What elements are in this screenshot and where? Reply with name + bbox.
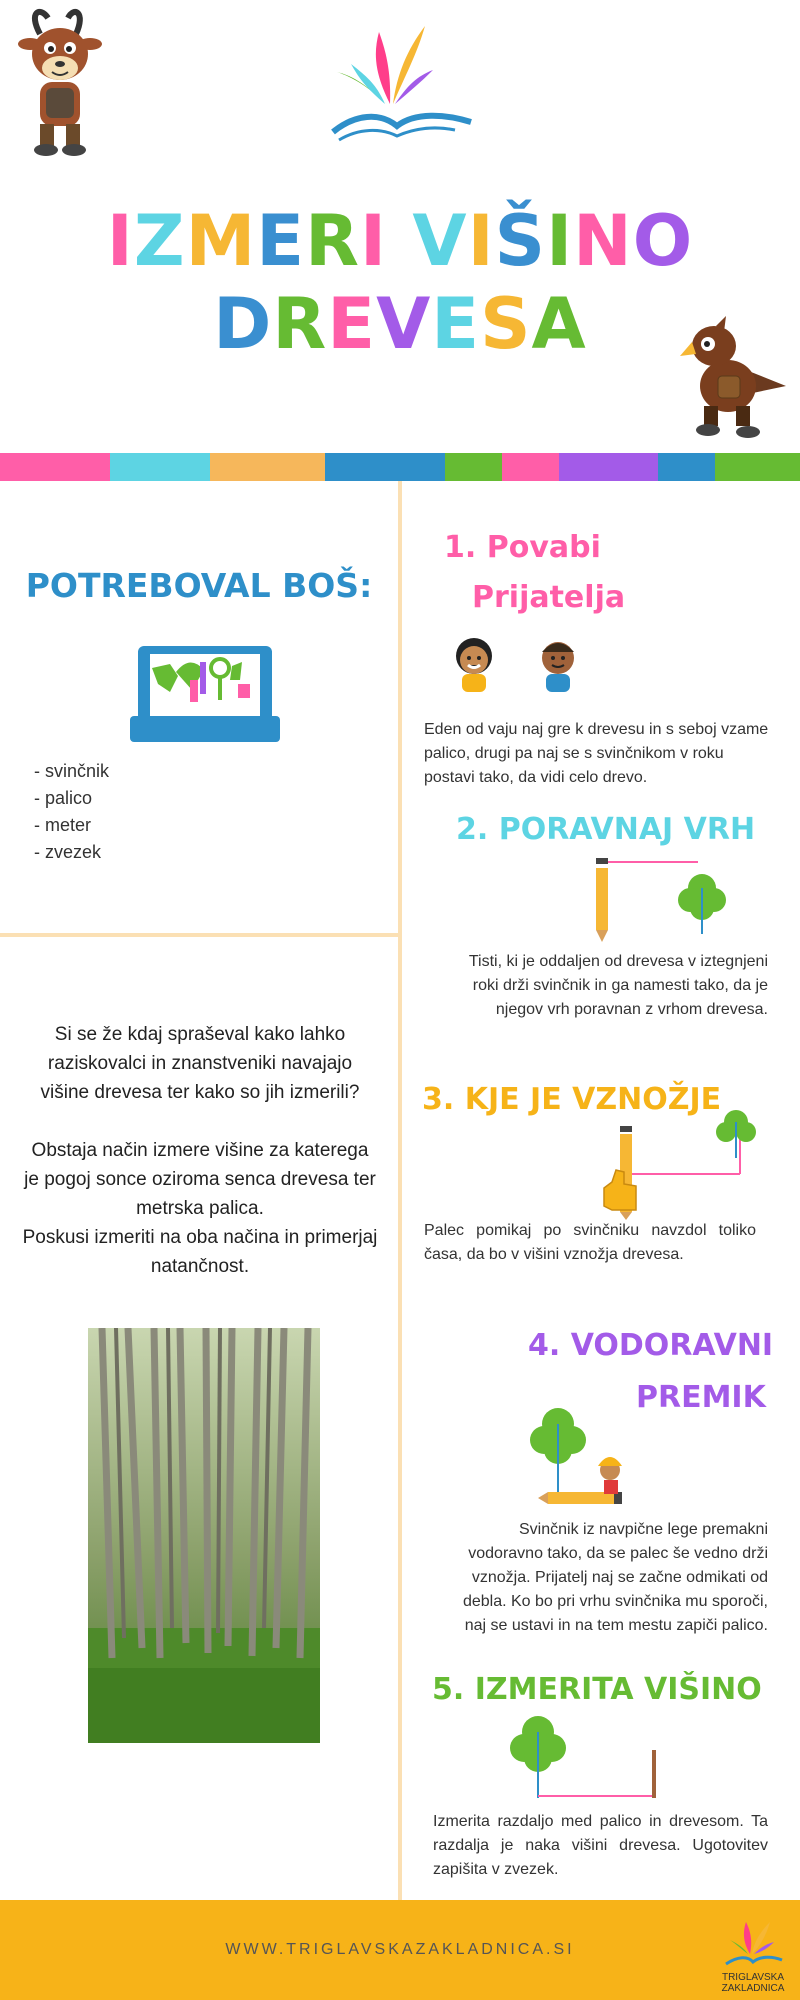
book-logo-icon xyxy=(325,14,475,144)
title-letter: S xyxy=(480,283,532,365)
step-5-text: Izmerita razdaljo med palico in drevesom. Ta razdalja je naka višini drevesa. Ugotovitev zapišita v zvezek. xyxy=(433,1813,768,1878)
step-2-text: Tisti, ki je oddaljen od drevesa v iztegnjeni roki drži svinčnik in ga namesti tako, da je njegov vrh poravnan z vrhom drevesa. xyxy=(468,953,768,1018)
title-letter: V xyxy=(412,200,468,282)
step-4-text: Svinčnik iz navpične lege premakni vodoravno tako, da se palec še vedno drži vznožja. Prijatelj naj se začne odmikati od debla. Ko bo pri vrhu svinčnika mu sporoči, naj se ustavi in na tem mestu zapiči palico. xyxy=(462,1521,768,1634)
color-strip-segment xyxy=(658,453,715,481)
pencil-thumb-tree-icon xyxy=(602,1110,762,1220)
title-letter: O xyxy=(632,200,694,282)
list-item: - zvezek xyxy=(34,842,102,862)
color-strip-segment xyxy=(502,453,559,481)
tree-pencil-kid-icon xyxy=(526,1404,646,1508)
title-letter: Š xyxy=(494,200,547,282)
title-letter: I xyxy=(546,200,574,282)
forest-photo xyxy=(88,1328,320,1743)
step-4-title-cont: PREMIK xyxy=(636,1380,766,1415)
list-item: - svinčnik xyxy=(34,761,110,781)
title-letter: E xyxy=(327,283,377,365)
horizontal-divider xyxy=(0,933,398,937)
title-letter: E xyxy=(431,283,481,365)
step-3-title: 3. KJE JE VZNOŽJE xyxy=(422,1082,722,1117)
color-strip-segment xyxy=(445,453,502,481)
intro-paragraph: Obstaja način izmere višine za katerega je pogoj sonce oziroma senca drevesa ter metrska palica. xyxy=(24,1140,376,1219)
color-strip-segment xyxy=(110,453,210,481)
title-letter: I xyxy=(359,200,388,282)
footer-url-link[interactable]: WWW.TRIGLAVSKAZAKLADNICA.SI xyxy=(225,1941,575,1958)
footer-brand-line: ZAKLADNICA xyxy=(721,1983,785,1994)
color-strip-segment xyxy=(0,453,110,481)
color-strip xyxy=(0,453,800,481)
intro-section xyxy=(22,1020,378,1281)
pencil-tree-icon xyxy=(590,858,740,942)
title-letter: N xyxy=(573,200,633,282)
tree-stick-icon xyxy=(506,1712,666,1802)
step-3-text: Palec pomikaj po svinčniku navzdol toliko časa, da bo v višini vznožja drevesa. xyxy=(424,1222,756,1263)
step-4-title: 4. VODORAVNI xyxy=(528,1328,774,1363)
vertical-divider xyxy=(398,481,402,1900)
title-letter: I xyxy=(106,200,134,282)
intro-paragraph: Si se že kdaj spraševal kako lahko raziskovalci in znanstveniki navajajo višine drevesa ter kako so jih izmerili? xyxy=(40,1024,360,1103)
title-letter: E xyxy=(256,200,306,282)
list-item: - palico xyxy=(34,788,93,808)
color-strip-segment xyxy=(325,453,445,481)
title-letter: D xyxy=(213,283,273,365)
title-letter: R xyxy=(305,200,360,282)
intro-paragraph: Poskusi izmeriti na oba načina in primerjaj natančnost. xyxy=(22,1227,378,1277)
step-2-title: 2. PORAVNAJ VRH xyxy=(456,812,756,847)
title-letter: A xyxy=(531,283,587,365)
kids-icon xyxy=(448,632,578,692)
toolbox-icon xyxy=(130,640,280,744)
bird-mascot-icon xyxy=(678,316,790,440)
spacer xyxy=(22,1107,378,1136)
color-strip-segment xyxy=(210,453,325,481)
footer-logo-icon xyxy=(722,1916,784,1968)
title-letter: Z xyxy=(133,200,186,282)
title-letter: V xyxy=(376,283,432,365)
needs-title: POTREBOVAL BOŠ: xyxy=(25,566,373,605)
step-5-title: 5. IZMERITA VIŠINO xyxy=(432,1672,762,1707)
step-1-title-cont: Prijatelja xyxy=(472,580,626,615)
title-letter: I xyxy=(467,200,495,282)
title-letter: M xyxy=(185,200,257,282)
color-strip-segment xyxy=(715,453,800,481)
footer-brand-line: TRIGLAVSKA xyxy=(721,1972,785,1983)
needs-list xyxy=(34,758,109,866)
title-letter xyxy=(387,200,412,282)
step-1-title: 1. Povabi xyxy=(444,530,601,565)
title-letter: R xyxy=(272,283,328,365)
goat-mascot-icon xyxy=(10,4,110,160)
page-title-line-1 xyxy=(0,200,800,282)
color-strip-segment xyxy=(559,453,658,481)
footer-brand xyxy=(716,1972,790,1994)
step-1-text: Eden od vaju naj gre k drevesu in s seboj vzame palico, drugi pa naj se s svinčnikom v roku postavi tako, da vidi celo drevo. xyxy=(424,721,769,786)
list-item: - meter xyxy=(34,815,92,835)
